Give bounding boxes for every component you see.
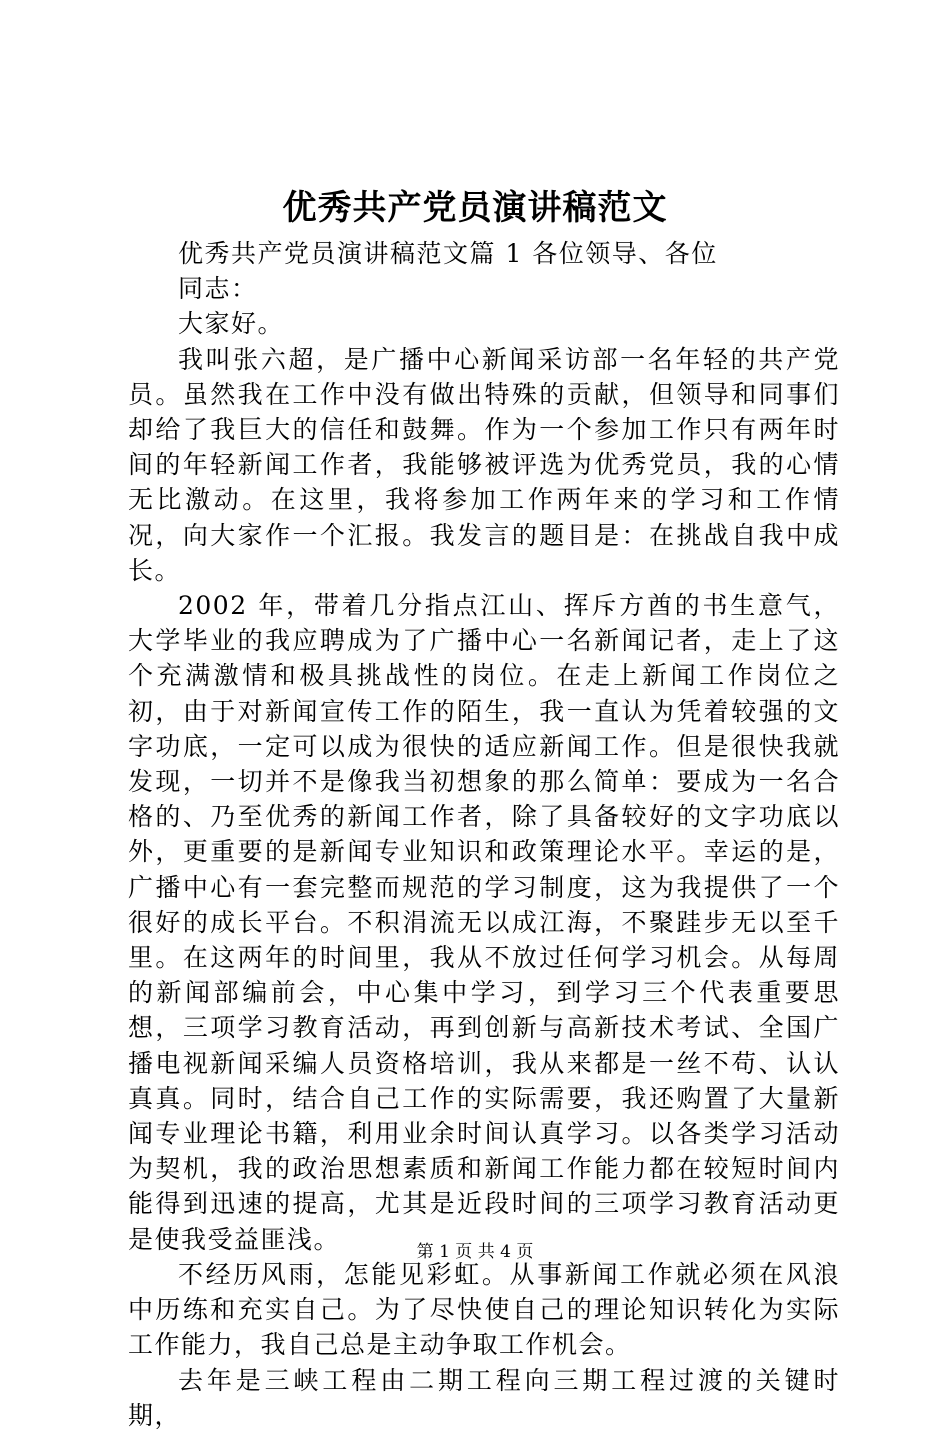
paragraph-1: 我叫张六超，是广播中心新闻采访部一名年轻的共产党员。虽然我在工作中没有做出特殊的贡献，但领导和同事们却给了我巨大的信任和鼓舞。作为一个参加工作只有两年时间的年轻新闻工作者，我能够被评选为优秀党员，我的心情无比激动。在这里，我将参加工作两年来的学习和工作情况，向大家作一个汇报。我发言的题目是：在挑战自我中成长。: [128, 344, 840, 585]
intro-line: 优秀共产党员演讲稿范文篇 1 各位领导、各位: [178, 239, 718, 268]
greeting: 大家好。: [178, 309, 285, 339]
paragraph-4: 去年是三峡工程由二期工程向三期工程过渡的关键时期，: [128, 1365, 840, 1430]
intro-line-continued: 同志：: [178, 274, 258, 304]
paragraph-2: 2002 年，带着几分指点江山、挥斥方酋的书生意气，大学毕业的我应聘成为了广播中心一名新闻记者，走上了这个充满激情和极具挑战性的岗位。在走上新闻工作岗位之初，由于对新闻宣传工作的陌生，我一直认为凭着较强的文字功底，一定可以成为很快的适应新闻工作。但是很快我就发现，一切并不是像我当初想象的那么简单：要成为一名合格的、乃至优秀的新闻工作者，除了具备较好的文字功底以外，更重要的是新闻专业知识和政策理论水平。幸运的是，广播中心有一套完整而规范的学习制度，这为我提供了一个很好的成长平台。不积涓流无以成江海，不聚跬步无以至千里。在这两年的时间里，我从不放过任何学习机会。从每周的新闻部编前会，中心集中学习，到学习三个代表重要思想，三项学习教育活动，再到创新与高新技术考试、全国广播电视新闻采编人员资格培训，我从来都是一丝不苟、认认真真。同时，结合自己工作的实际需要，我还购置了大量新闻专业理论书籍，利用业余时间认真学习。以各类学习活动为契机，我的政治思想素质和新闻工作能力都在较短时间内能得到迅速的提高，尤其是近段时间的三项学习教育活动更是使我受益匪浅。: [128, 591, 840, 1254]
paragraph-3: 不经历风雨，怎能见彩虹。从事新闻工作就必须在风浪中历练和充实自己。为了尽快使自己的理论知识转化为实际工作能力，我自己总是主动争取工作机会。: [128, 1259, 840, 1360]
document-title: 优秀共产党员演讲稿范文: [282, 188, 668, 228]
page-footer: 第 1 页 共 4 页: [416, 1242, 534, 1262]
